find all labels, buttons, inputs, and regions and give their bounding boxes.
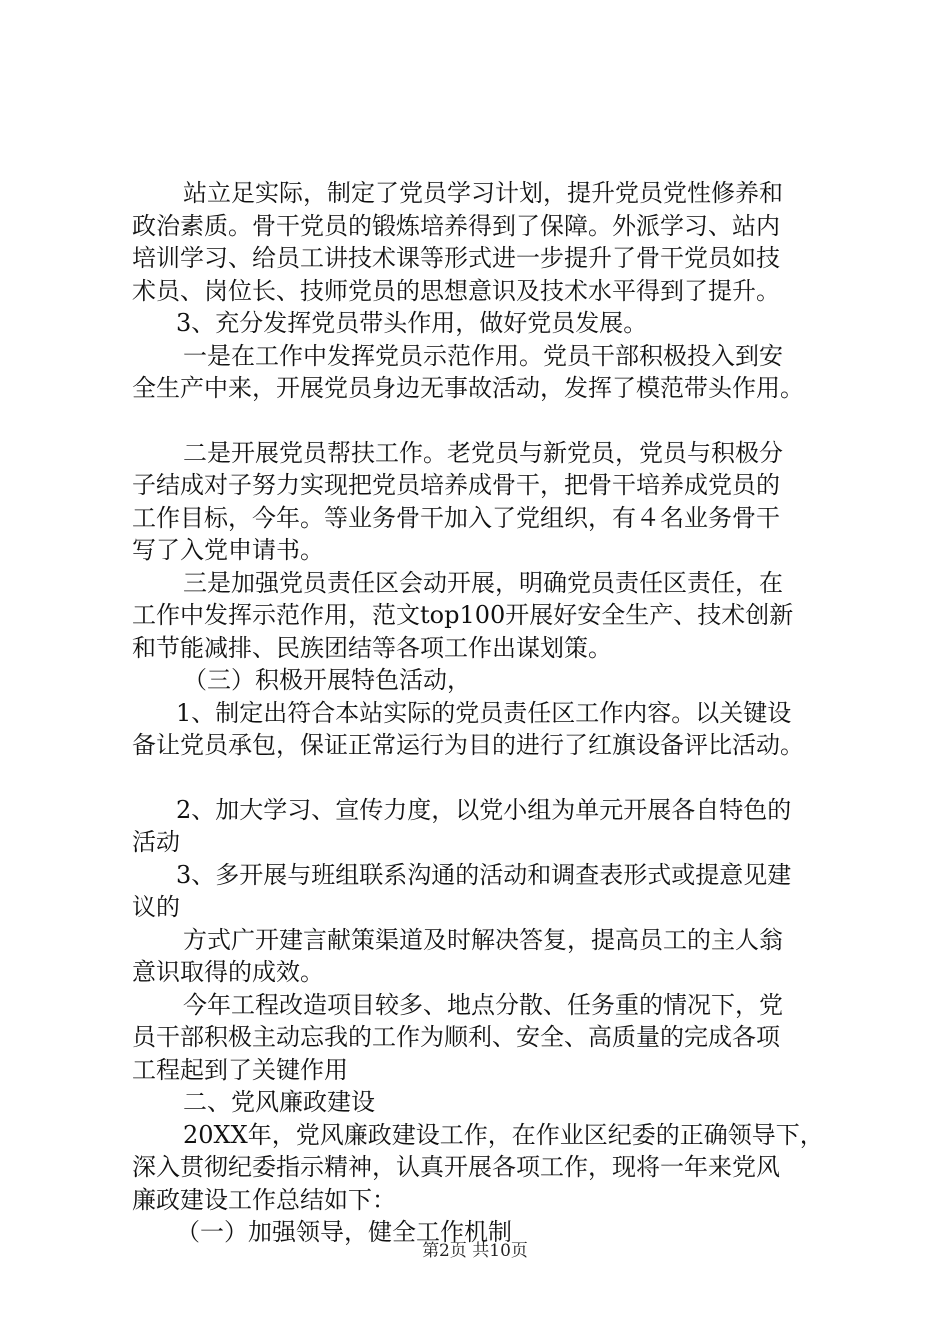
paragraph-line: 3、多开展与班组联系沟通的活动和调查表形式或提意见建 bbox=[176, 861, 792, 889]
paragraph-line: 和节能减排、民族团结等各项工作出谋划策。 bbox=[132, 634, 612, 662]
paragraph-line: 方式广开建言献策渠道及时解决答复，提高员工的主人翁 bbox=[183, 926, 783, 954]
section-heading: （一）加强领导，健全工作机制 bbox=[176, 1218, 512, 1246]
paragraph-line: 二是开展党员帮扶工作。老党员与新党员，党员与积极分 bbox=[183, 439, 783, 467]
paragraph-line: 意识取得的成效。 bbox=[132, 958, 324, 986]
paragraph-line: 备让党员承包，保证正常运行为目的进行了红旗设备评比活动。 bbox=[132, 731, 804, 759]
paragraph-line: 写了入党申请书。 bbox=[132, 536, 324, 564]
paragraph-line: 工程起到了关键作用 bbox=[132, 1056, 348, 1084]
paragraph-line: 2、加大学习、宣传力度，以党小组为单元开展各自特色的 bbox=[176, 796, 792, 824]
paragraph-line: 今年工程改造项目较多、地点分散、任务重的情况下，党 bbox=[183, 991, 783, 1019]
paragraph-line: 子结成对子努力实现把党员培养成骨干，把骨干培养成党员的 bbox=[132, 471, 780, 499]
paragraph-line: 一是在工作中发挥党员示范作用。党员干部积极投入到安 bbox=[183, 342, 783, 370]
paragraph-line: 1、制定出符合本站实际的党员责任区工作内容。以关键设 bbox=[176, 699, 792, 727]
paragraph-line: 3、充分发挥党员带头作用，做好党员发展。 bbox=[176, 309, 648, 337]
paragraph-line: 政治素质。骨干党员的锻炼培养得到了保障。外派学习、站内 bbox=[132, 212, 780, 240]
paragraph-line: 培训学习、给员工讲技术课等形式进一步提升了骨干党员如技 bbox=[132, 244, 780, 272]
section-heading: 二、党风廉政建设 bbox=[183, 1088, 375, 1116]
page-footer: 第2页 共10页 bbox=[422, 1241, 528, 1261]
paragraph-line: 廉政建设工作总结如下： bbox=[132, 1186, 396, 1214]
paragraph-line: 全生产中来，开展党员身边无事故活动，发挥了模范带头作用。 bbox=[132, 374, 804, 402]
section-heading: （三）积极开展特色活动， bbox=[183, 666, 471, 694]
paragraph-line: 活动 bbox=[132, 828, 180, 856]
paragraph-line: 20XX年，党风廉政建设工作，在作业区纪委的正确领导下， bbox=[183, 1121, 824, 1149]
paragraph-line: 工作目标，今年。等业务骨干加入了党组织，有４名业务骨干 bbox=[132, 504, 780, 532]
paragraph-line: 员干部积极主动忘我的工作为顺利、安全、高质量的完成各项 bbox=[132, 1023, 780, 1051]
paragraph-line: 议的 bbox=[132, 893, 180, 921]
paragraph-line: 站立足实际，制定了党员学习计划，提升党员党性修养和 bbox=[183, 179, 783, 207]
paragraph-line: 三是加强党员责任区会动开展，明确党员责任区责任，在 bbox=[183, 569, 783, 597]
paragraph-line: 术员、岗位长、技师党员的思想意识及技术水平得到了提升。 bbox=[132, 277, 780, 305]
paragraph-line: 工作中发挥示范作用，范文top100开展好安全生产、技术创新 bbox=[132, 601, 794, 629]
paragraph-line: 深入贯彻纪委指示精神，认真开展各项工作，现将一年来党风 bbox=[132, 1153, 780, 1181]
